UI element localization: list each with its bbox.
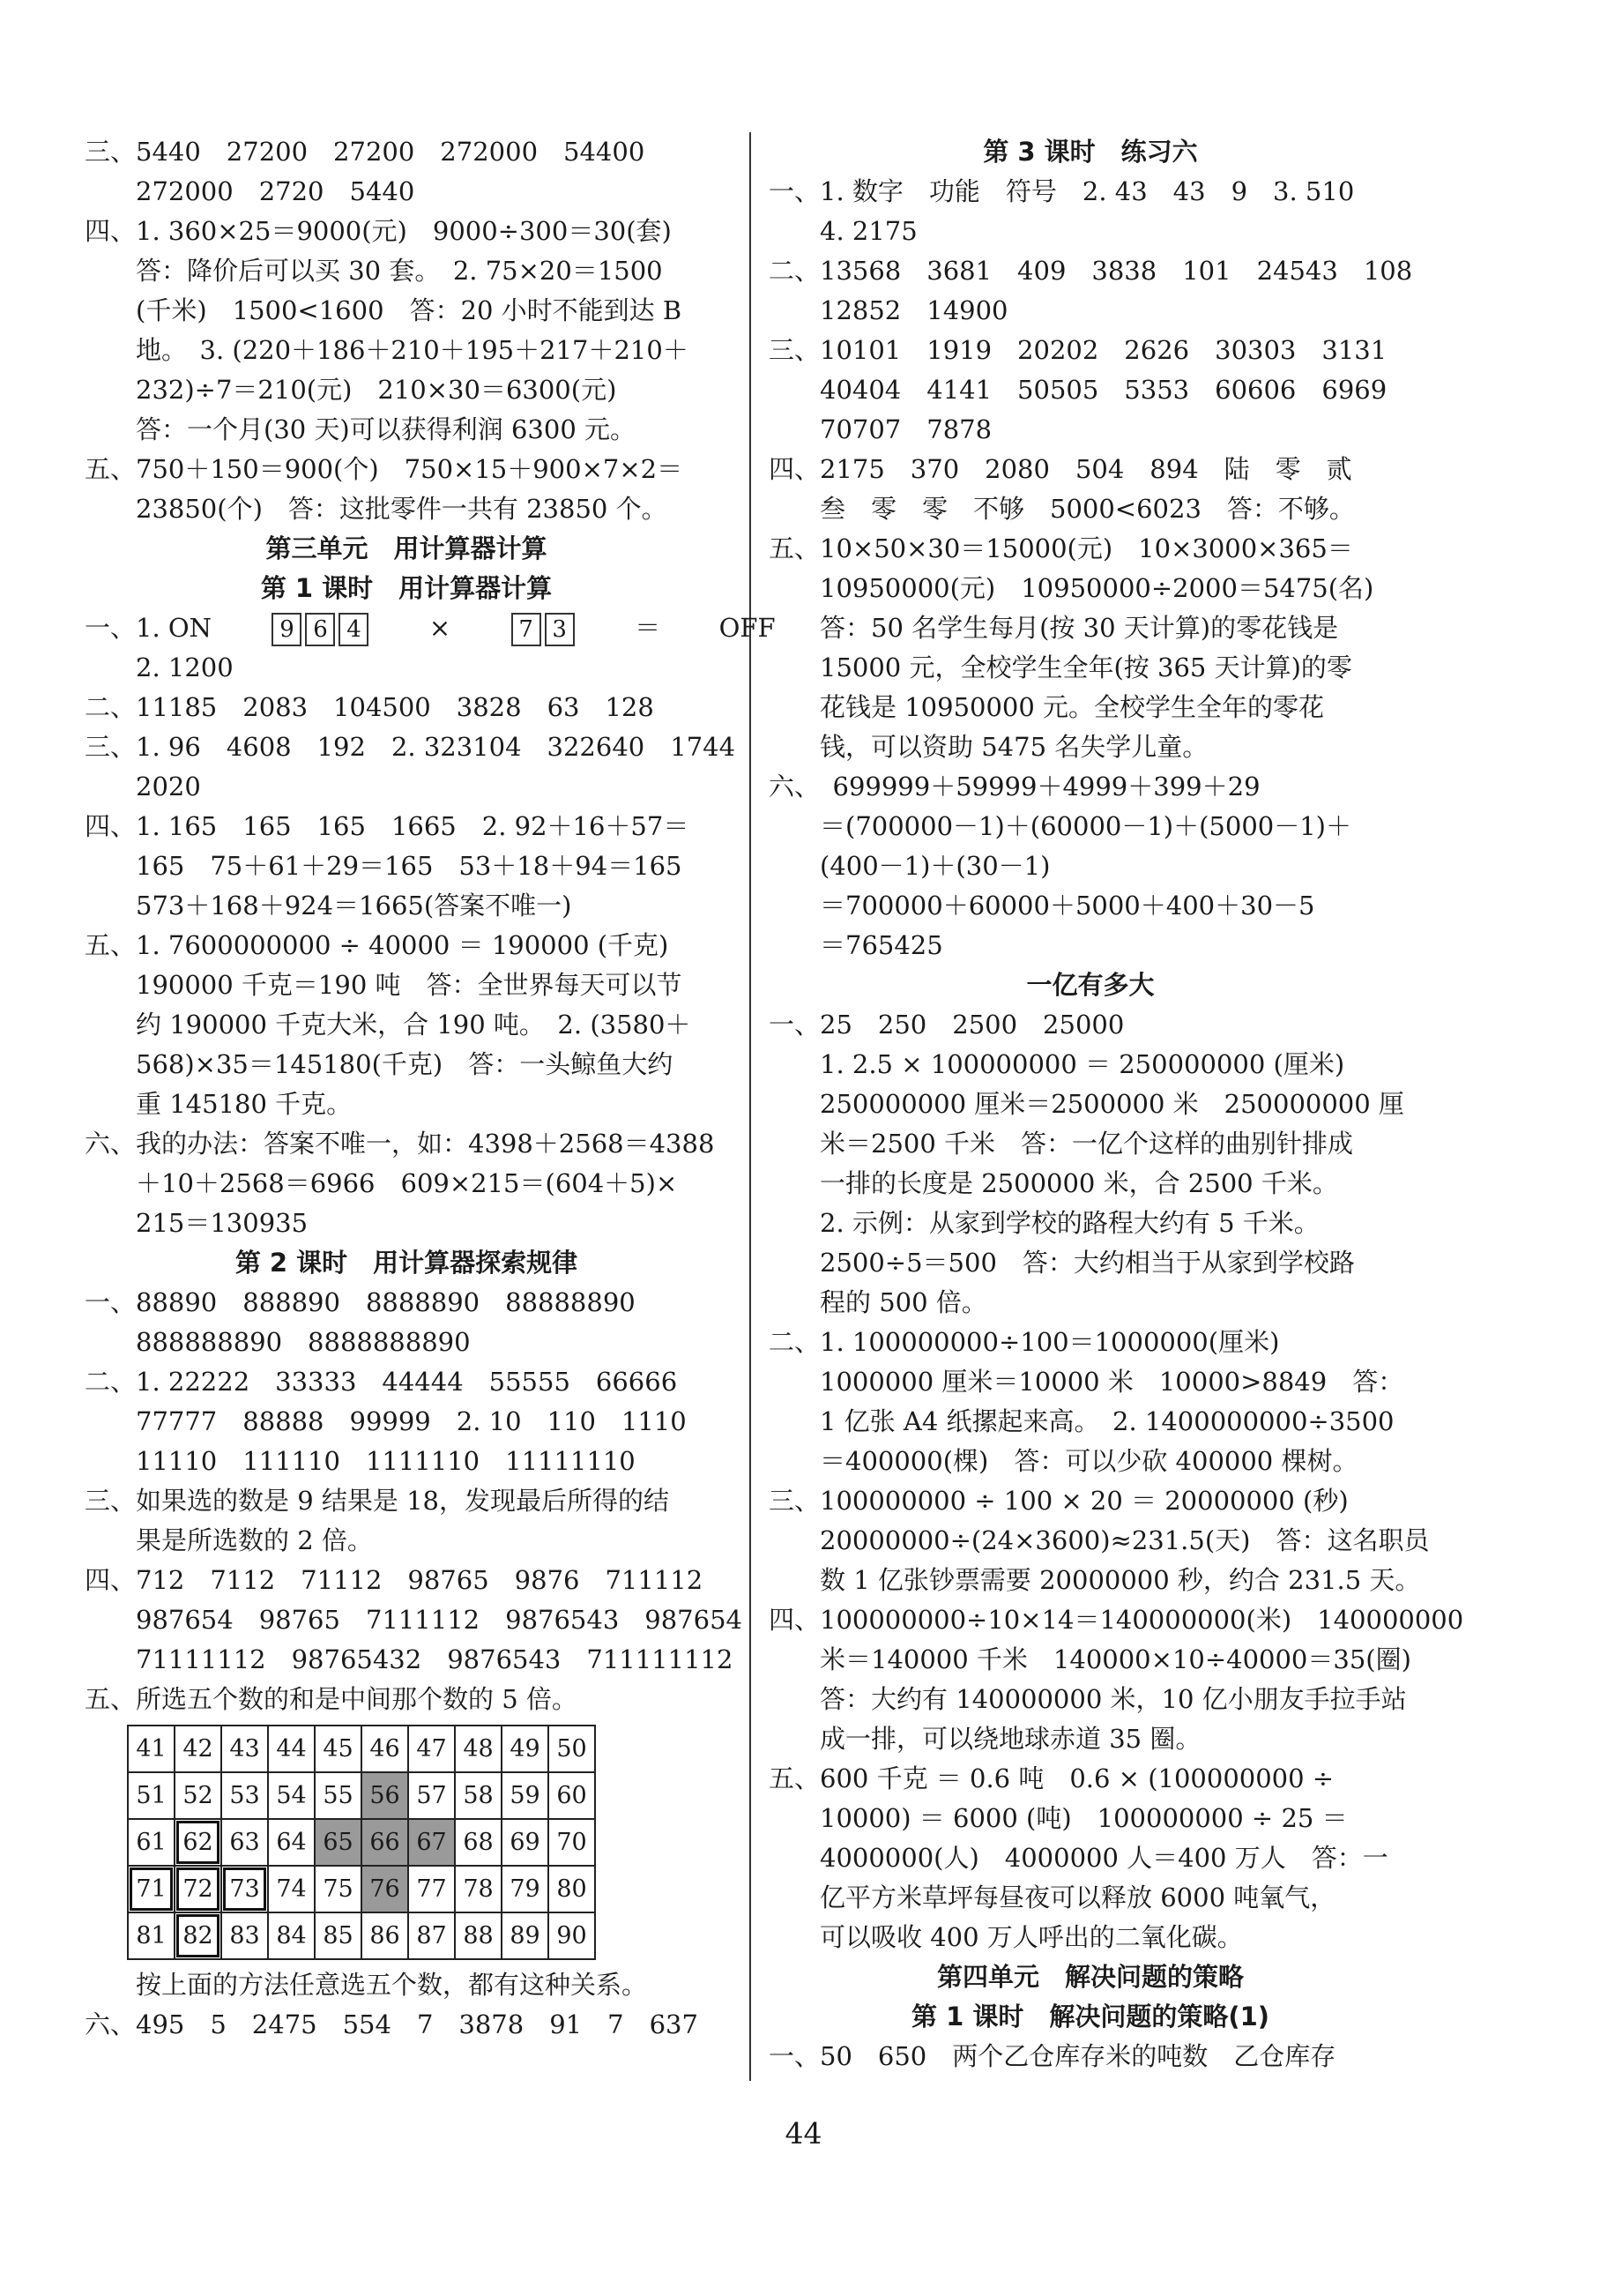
lesson-heading: 第 1 课时 解决问题的策略(1) (911, 2002, 1270, 2031)
calc-equals: ＝ (635, 613, 661, 643)
text-line: 12852 14900 (820, 295, 1008, 325)
calc-key: 6 (305, 613, 335, 646)
grid-cell-shaded: 56 (361, 1772, 408, 1819)
text-line: 四、100000000÷10×14＝140000000(米) 140000000 (769, 1605, 1464, 1635)
grid-cell-boxed: 62 (175, 1819, 221, 1866)
text-line: 一、88890 888890 8888890 88888890 (85, 1287, 636, 1317)
text-line: 亿平方米草坪每昼夜可以释放 6000 吨氧气， (820, 1882, 1336, 1912)
grid-cell: 69 (502, 1819, 548, 1866)
text-line: 答：大约有 140000000 米，10 亿小朋友手拉手站 (820, 1684, 1407, 1714)
text-line: 四、1. 165 165 165 1665 2. 92＋16＋57＝ (85, 811, 689, 841)
grid-cell: 60 (548, 1772, 595, 1819)
text-line: 答：一个月(30 天)可以获得利润 6300 元。 (136, 414, 636, 444)
grid-cell: 68 (455, 1819, 502, 1866)
text-line: 米＝140000 千米 140000×10÷40000＝35(圈) (820, 1644, 1411, 1674)
grid-cell-boxed: 71 (128, 1866, 175, 1912)
grid-cell: 53 (221, 1772, 268, 1819)
text-line: 888888890 8888888890 (136, 1327, 471, 1357)
text-line: 二、13568 3681 409 3838 101 24543 108 (769, 256, 1413, 286)
text-line: 二、1. 100000000÷100＝1000000(厘米) (769, 1327, 1280, 1357)
grid-cell: 86 (361, 1912, 408, 1959)
text-line: 987654 98765 7111112 9876543 987654 (136, 1605, 742, 1635)
grid-cell: 42 (175, 1726, 221, 1772)
grid-cell: 47 (408, 1726, 455, 1772)
text-line: 一、1. 数字 功能 符号 2. 43 43 9 3. 510 (769, 176, 1355, 206)
text-line: 六、我的办法：答案不唯一，如：4398＋2568＝4388 (85, 1129, 715, 1159)
text-line: 2020 (136, 772, 201, 801)
text-line: 三、5440 27200 27200 272000 54400 (85, 137, 645, 167)
text-line: ＝700000＋60000＋5000＋400＋30－5 (820, 891, 1315, 921)
text-line: 米＝2500 千米 答：一亿个这样的曲别针排成 (820, 1129, 1354, 1159)
text-line: 叁 零 零 不够 5000<6023 答：不够。 (820, 494, 1355, 524)
text-line: 568)×35＝145180(千克) 答：一头鲸鱼大约 (136, 1049, 673, 1079)
right-column (769, 132, 1464, 2076)
grid-cell-boxed: 73 (221, 1866, 268, 1912)
text-line: 70707 7878 (820, 414, 993, 444)
text-line: 五、600 千克 ＝ 0.6 吨 0.6 × (100000000 ÷ (769, 1763, 1335, 1793)
text-line: 果是所选数的 2 倍。 (136, 1525, 373, 1555)
text-line: 可以吸收 400 万人呼出的二氧化碳。 (820, 1922, 1243, 1952)
text-line: 五、10×50×30＝15000(元) 10×3000×365＝ (769, 533, 1353, 563)
text-line: 250000000 厘米＝2500000 米 250000000 厘 (820, 1089, 1404, 1119)
text-line: 五、750＋150＝900(个) 750×15＋900×7×2＝ (85, 454, 683, 484)
text-line: 四、2175 370 2080 504 894 陆 零 贰 (769, 454, 1352, 484)
text-line: 六、 699999＋59999＋4999＋399＋29 (769, 772, 1261, 801)
grid-cell: 81 (128, 1912, 175, 1959)
text-line: 71111112 98765432 9876543 711111112 (136, 1644, 733, 1674)
text-line: 三、如果选的数是 9 结果是 18，发现最后所得的结 (85, 1486, 670, 1516)
text-line: 1. 2.5 × 100000000 ＝ 250000000 (厘米) (820, 1049, 1345, 1079)
grid-cell-shaded: 76 (361, 1866, 408, 1912)
grid-cell: 44 (268, 1726, 315, 1772)
page-number: 44 (785, 2116, 822, 2151)
text-line: 三、1. 96 4608 192 2. 323104 322640 1744 (85, 732, 736, 762)
text-line: 1000000 厘米＝10000 米 10000>8849 答： (820, 1367, 1404, 1397)
text-line: 573＋168＋924＝1665(答案不唯一) (136, 891, 572, 921)
grid-cell-boxed: 72 (175, 1866, 221, 1912)
grid-cell-shaded: 66 (361, 1819, 408, 1866)
text-line: 4. 2175 (820, 216, 918, 246)
text-line: 程的 500 倍。 (820, 1287, 987, 1317)
grid-cell: 84 (268, 1912, 315, 1959)
grid-cell: 85 (315, 1912, 361, 1959)
unit-heading: 第三单元 用计算器计算 (265, 533, 547, 563)
grid-cell: 70 (548, 1819, 595, 1866)
grid-cell: 78 (455, 1866, 502, 1912)
grid-cell: 41 (128, 1726, 175, 1772)
grid-cell: 63 (221, 1819, 268, 1866)
text-line: 五、所选五个数的和是中间那个数的 5 倍。 (85, 1684, 577, 1714)
grid-cell: 57 (408, 1772, 455, 1819)
text-line: 重 145180 千克。 (136, 1089, 353, 1119)
text-line: 二、1. 22222 33333 44444 55555 66666 (85, 1367, 678, 1397)
text-line: 2. 示例：从家到学校的路程大约有 5 千米。 (820, 1208, 1320, 1238)
calc-off: OFF (718, 613, 776, 643)
grid-cell-shaded: 65 (315, 1819, 361, 1866)
unit-heading: 第四单元 解决问题的策略 (936, 1962, 1244, 1992)
calc-key: 7 (511, 613, 541, 646)
grid-cell: 64 (268, 1819, 315, 1866)
grid-cell: 90 (548, 1912, 595, 1959)
text-line: 2. 1200 (136, 652, 234, 682)
text-line: 40404 4141 50505 5353 60606 6969 (820, 375, 1388, 405)
text-line: 2500÷5＝500 答：大约相当于从家到学校路 (820, 1248, 1355, 1278)
grid-cell-shaded: 67 (408, 1819, 455, 1866)
text-line: ＝400000(棵) 答：可以少砍 400000 棵树。 (820, 1446, 1358, 1476)
grid-cell: 61 (128, 1819, 175, 1866)
text-line: 一排的长度是 2500000 米，合 2500 千米。 (820, 1168, 1338, 1198)
calc-key: 9 (272, 613, 301, 646)
grid-cell: 48 (455, 1726, 502, 1772)
text-line: 答：50 名学生每月(按 30 天计算)的零花钱是 (820, 613, 1339, 643)
text-line: 10000) ＝ 6000 (吨) 100000000 ÷ 25 ＝ (820, 1803, 1348, 1833)
text-line: 按上面的方法任意选五个数，都有这种关系。 (136, 1970, 648, 2000)
grid-cell: 51 (128, 1772, 175, 1819)
text-line: 272000 2720 5440 (136, 176, 415, 206)
calculator-key-sequence (85, 608, 776, 648)
text-line: 4000000(人) 4000000 人＝400 万人 答：一 (820, 1843, 1388, 1873)
grid-cell: 74 (268, 1866, 315, 1912)
grid-cell: 59 (502, 1772, 548, 1819)
text-line: 165 75＋61＋29＝165 53＋18＋94＝165 (136, 851, 682, 881)
text-line: 77777 88888 99999 2. 10 110 1110 (136, 1406, 687, 1436)
grid-cell: 49 (502, 1726, 548, 1772)
lesson-heading: 第 3 课时 练习六 (983, 137, 1198, 167)
grid-cell: 79 (502, 1866, 548, 1912)
number-grid (127, 1725, 596, 1960)
calc-times: × (428, 613, 451, 643)
text-line: 成一排，可以绕地球赤道 35 圈。 (820, 1724, 1202, 1754)
text-line: 11110 111110 1111110 11111110 (136, 1446, 636, 1476)
text-line: 三、10101 1919 20202 2626 30303 3131 (769, 335, 1388, 365)
left-column (85, 132, 776, 2045)
grid-cell: 58 (455, 1772, 502, 1819)
grid-cell: 46 (361, 1726, 408, 1772)
text-line: 232)÷7＝210(元) 210×30＝6300(元) (136, 375, 617, 405)
text-line: (千米) 1500<1600 答：20 小时不能到达 B (136, 295, 682, 325)
text-line: 215＝130935 (136, 1208, 309, 1238)
text-line: 五、1. 7600000000 ÷ 40000 ＝ 190000 (千克) (85, 930, 669, 960)
text-line: ＋10＋2568＝6966 609×215＝(604＋5)× (136, 1168, 678, 1198)
text-line: 一、50 650 两个乙仓库存米的吨数 乙仓库存 (769, 2041, 1336, 2071)
text-line: ＝765425 (820, 930, 943, 960)
column-divider (749, 132, 751, 2081)
section-heading: 一亿有多大 (1026, 970, 1155, 1000)
grid-cell: 80 (548, 1866, 595, 1912)
grid-cell: 50 (548, 1726, 595, 1772)
text-line: 15000 元，全校学生全年(按 365 天计算)的零 (820, 652, 1352, 682)
text-line: 1 亿张 A4 纸摞起来高。 2. 1400000000÷3500 (820, 1406, 1395, 1436)
grid-cell: 45 (315, 1726, 361, 1772)
lesson-heading: 第 1 课时 用计算器计算 (260, 573, 553, 603)
grid-cell: 52 (175, 1772, 221, 1819)
text-line: 一、25 250 2500 25000 (769, 1010, 1125, 1040)
text-line: 地。 3. (220＋186＋210＋195＋217＋210＋ (136, 335, 688, 365)
grid-cell: 75 (315, 1866, 361, 1912)
grid-cell: 83 (221, 1912, 268, 1959)
grid-cell: 77 (408, 1866, 455, 1912)
grid-cell: 43 (221, 1726, 268, 1772)
text-line: 四、1. 360×25＝9000(元) 9000÷300＝30(套) (85, 216, 672, 246)
text-line: 花钱是 10950000 元。全校学生全年的零花 (820, 692, 1325, 722)
text-line: 答：降价后可以买 30 套。 2. 75×20＝1500 (136, 256, 663, 286)
text-line: 四、712 7112 71112 98765 9876 711112 (85, 1565, 703, 1595)
text-line: 钱，可以资助 5475 名失学儿童。 (820, 732, 1209, 762)
grid-cell: 87 (408, 1912, 455, 1959)
text-line: 约 190000 千克大米，合 190 吨。 2. (3580＋ (136, 1010, 691, 1040)
text-line: 数 1 亿张钞票需要 20000000 秒，约合 231.5 天。 (820, 1565, 1421, 1595)
text-line: (400－1)＋(30－1) (820, 851, 1051, 881)
calc-key: 3 (545, 613, 575, 646)
grid-cell: 54 (268, 1772, 315, 1819)
text-line: 二、11185 2083 104500 3828 63 128 (85, 692, 654, 722)
text-line: 10950000(元) 10950000÷2000＝5475(名) (820, 573, 1374, 603)
text-line: ＝(700000－1)＋(60000－1)＋(5000－1)＋ (820, 811, 1351, 841)
grid-cell: 89 (502, 1912, 548, 1959)
grid-cell: 88 (455, 1912, 502, 1959)
grid-cell-boxed: 82 (175, 1912, 221, 1959)
calc-prefix: 一、1. ON (85, 613, 212, 643)
calc-key: 4 (339, 613, 368, 646)
text-line: 190000 千克＝190 吨 答：全世界每天可以节 (136, 970, 682, 1000)
text-line: 三、100000000 ÷ 100 × 20 ＝ 20000000 (秒) (769, 1486, 1349, 1516)
text-line: 20000000÷(24×3600)≈231.5(天) 答：这名职员 (820, 1525, 1430, 1555)
grid-cell: 55 (315, 1772, 361, 1819)
text-line: 六、495 5 2475 554 7 3878 91 7 637 (85, 2009, 698, 2039)
lesson-heading: 第 2 课时 用计算器探索规律 (234, 1248, 578, 1278)
text-line: 23850(个) 答：这批零件一共有 23850 个。 (136, 494, 667, 524)
